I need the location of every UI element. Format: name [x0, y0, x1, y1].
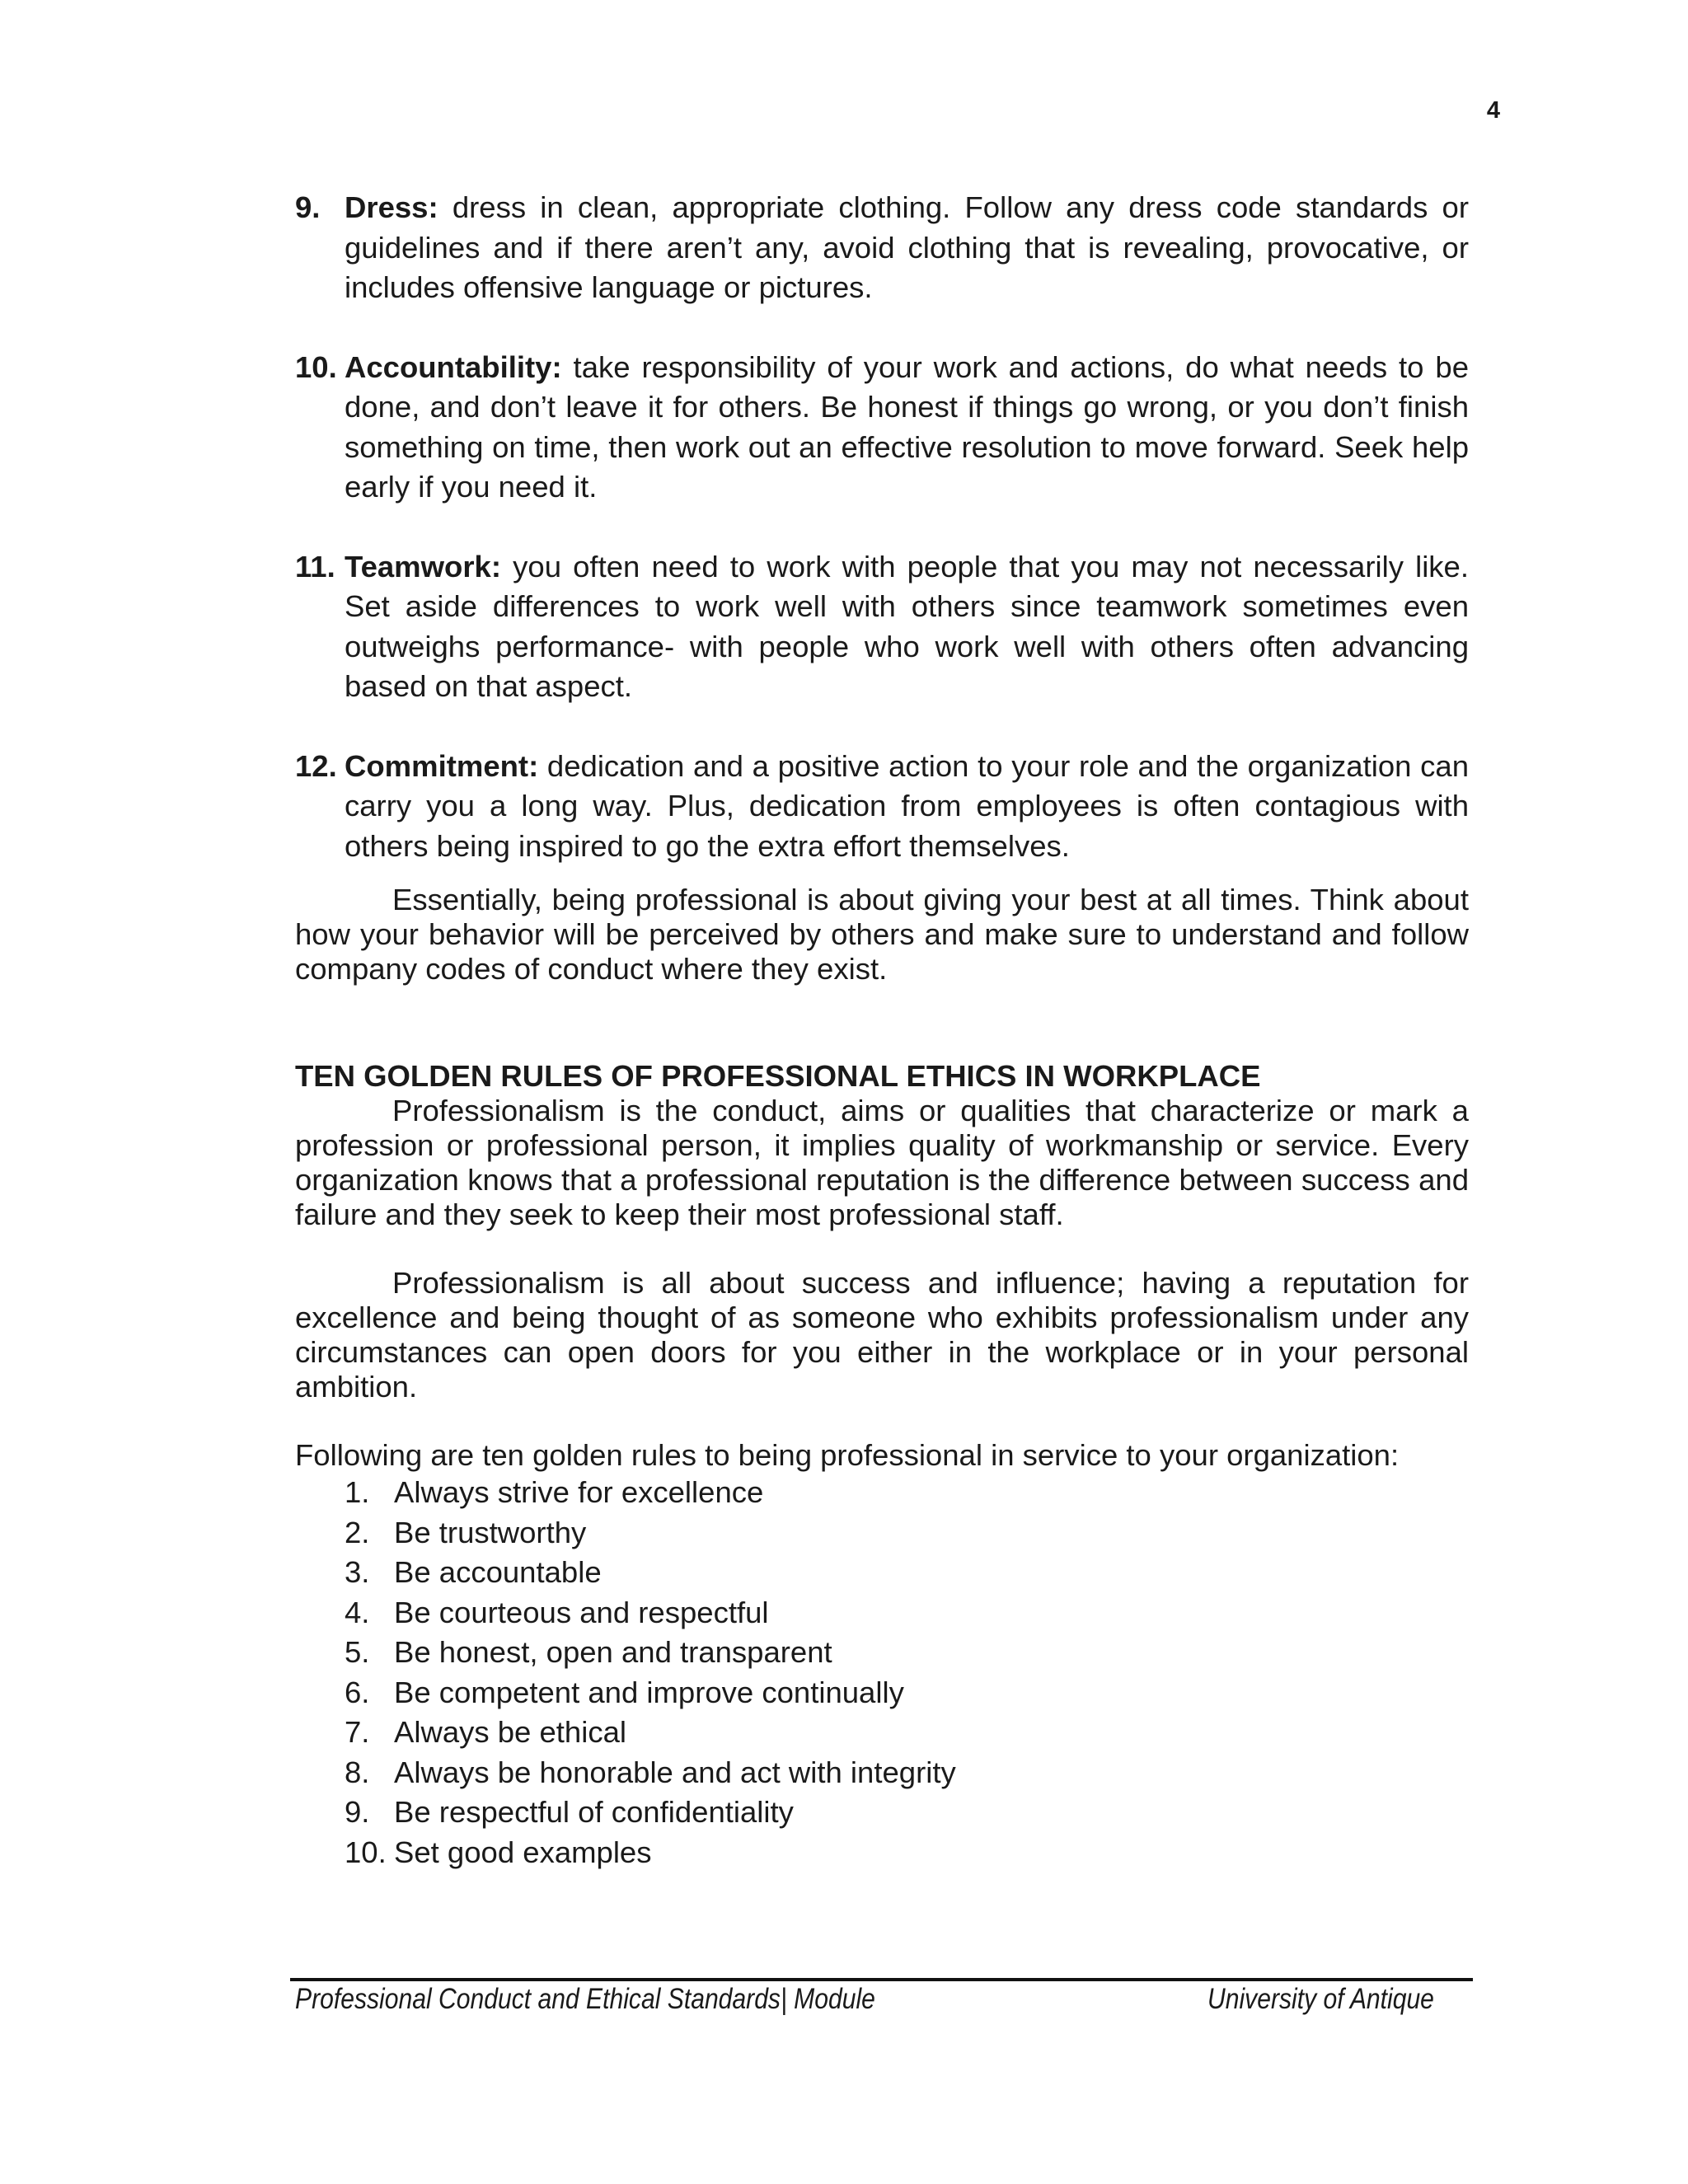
rule-item-11	[295, 547, 1469, 707]
list-item	[345, 1513, 1469, 1554]
rule-item-12	[295, 747, 1469, 867]
list-item-text: Be respectful of confidentiality	[394, 1795, 794, 1829]
rule-title: Dress:	[345, 190, 438, 224]
rule-description: you often need to work with people that you may not necessarily like. Set aside differences to work well with others since teamwork sometimes even outweighs performance- with people who work well with others often advancing based on that aspect.	[345, 549, 1469, 703]
rule-item-9	[295, 188, 1469, 308]
list-item-number: 9.	[345, 1795, 370, 1829]
list-item-text: Always be honorable and act with integrity	[394, 1755, 956, 1789]
list-item-number: 6.	[345, 1675, 370, 1709]
list-intro: Following are ten golden rules to being professional in service to your organization:	[295, 1438, 1400, 1472]
rule-body	[345, 348, 1469, 508]
page-number: 4	[1486, 97, 1500, 124]
list-item-text: Set good examples	[394, 1835, 652, 1869]
section-paragraph-2: Professionalism is all about success and influence; having a reputation for excellence and being thought of as someone who exhibits professionalism under any circumstances can open doors for you either in the workplace or in your personal ambition.	[295, 1266, 1469, 1404]
list-item	[345, 1673, 1469, 1713]
list-item-number: 2.	[345, 1515, 370, 1549]
list-item	[345, 1553, 1469, 1593]
list-item-number: 1.	[345, 1475, 370, 1509]
list-item-number: 4.	[345, 1595, 370, 1629]
list-item-text: Be competent and improve continually	[394, 1675, 904, 1709]
list-item-number: 8.	[345, 1755, 370, 1789]
list-item-number: 7.	[345, 1715, 370, 1749]
rule-body	[345, 188, 1469, 308]
rule-number: 9.	[295, 190, 321, 224]
summary-paragraph: Essentially, being professional is about giving your best at all times. Think about how your behavior will be perceived by others and make sure to understand and follow company codes of conduct where they exist.	[295, 883, 1469, 986]
list-item	[345, 1633, 1469, 1673]
list-item	[345, 1753, 1469, 1793]
rule-body	[345, 547, 1469, 707]
rule-title: Commitment:	[345, 748, 539, 783]
list-item-number: 5.	[345, 1635, 370, 1669]
rule-body	[345, 747, 1469, 867]
list-item	[345, 1473, 1469, 1513]
rule-item-10	[295, 348, 1469, 508]
rule-number: 12.	[295, 748, 337, 783]
list-item	[345, 1833, 1469, 1873]
rule-title: Accountability:	[345, 349, 562, 384]
rule-description: dedication and a positive action to your role and the organization can carry you a long way. Plus, dedication from employees is often contagious with others being inspired to go the extra effort themselves.	[345, 748, 1469, 863]
rule-title: Teamwork:	[345, 549, 501, 583]
list-item-text: Be honest, open and transparent	[394, 1635, 832, 1669]
list-item-text: Always strive for excellence	[394, 1475, 764, 1509]
page-content	[295, 188, 1469, 1872]
footer-module-title: Professional Conduct and Ethical Standards| Module	[295, 1983, 875, 2015]
rule-number: 10.	[295, 349, 337, 384]
list-item-text: Be trustworthy	[394, 1515, 587, 1549]
list-item-text: Be courteous and respectful	[394, 1595, 769, 1629]
list-item-number: 10.	[345, 1835, 387, 1869]
list-item-text: Always be ethical	[394, 1715, 627, 1749]
list-item	[345, 1593, 1469, 1633]
section-heading: TEN GOLDEN RULES OF PROFESSIONAL ETHICS IN WORKPLACE	[295, 1059, 1261, 1093]
list-item	[345, 1793, 1469, 1833]
rule-description: take responsibility of your work and actions, do what needs to be done, and don’t leave it for others. Be honest if things go wrong, or you don’t finish something on time, then work out an effective resolution to move forward. Seek help early if you need it.	[345, 349, 1469, 504]
golden-rules-list	[295, 1473, 1469, 1872]
rule-description: dress in clean, appropriate clothing. Follow any dress code standards or guidelines and if there aren’t any, avoid clothing that is revealing, provocative, or includes offensive language or pictures.	[345, 190, 1469, 304]
list-item	[345, 1713, 1469, 1753]
list-item-text: Be accountable	[394, 1555, 602, 1589]
footer-divider	[290, 1978, 1473, 1981]
list-item-number: 3.	[345, 1555, 370, 1589]
section-paragraph-1: Professionalism is the conduct, aims or qualities that characterize or mark a profession or professional person, it implies quality of workmanship or service. Every organization knows that a professional reputation is the difference between success and failure and they seek to keep their most professional staff.	[295, 1094, 1469, 1231]
rule-number: 11.	[295, 549, 335, 583]
footer-university: University of Antique	[1207, 1983, 1434, 2015]
